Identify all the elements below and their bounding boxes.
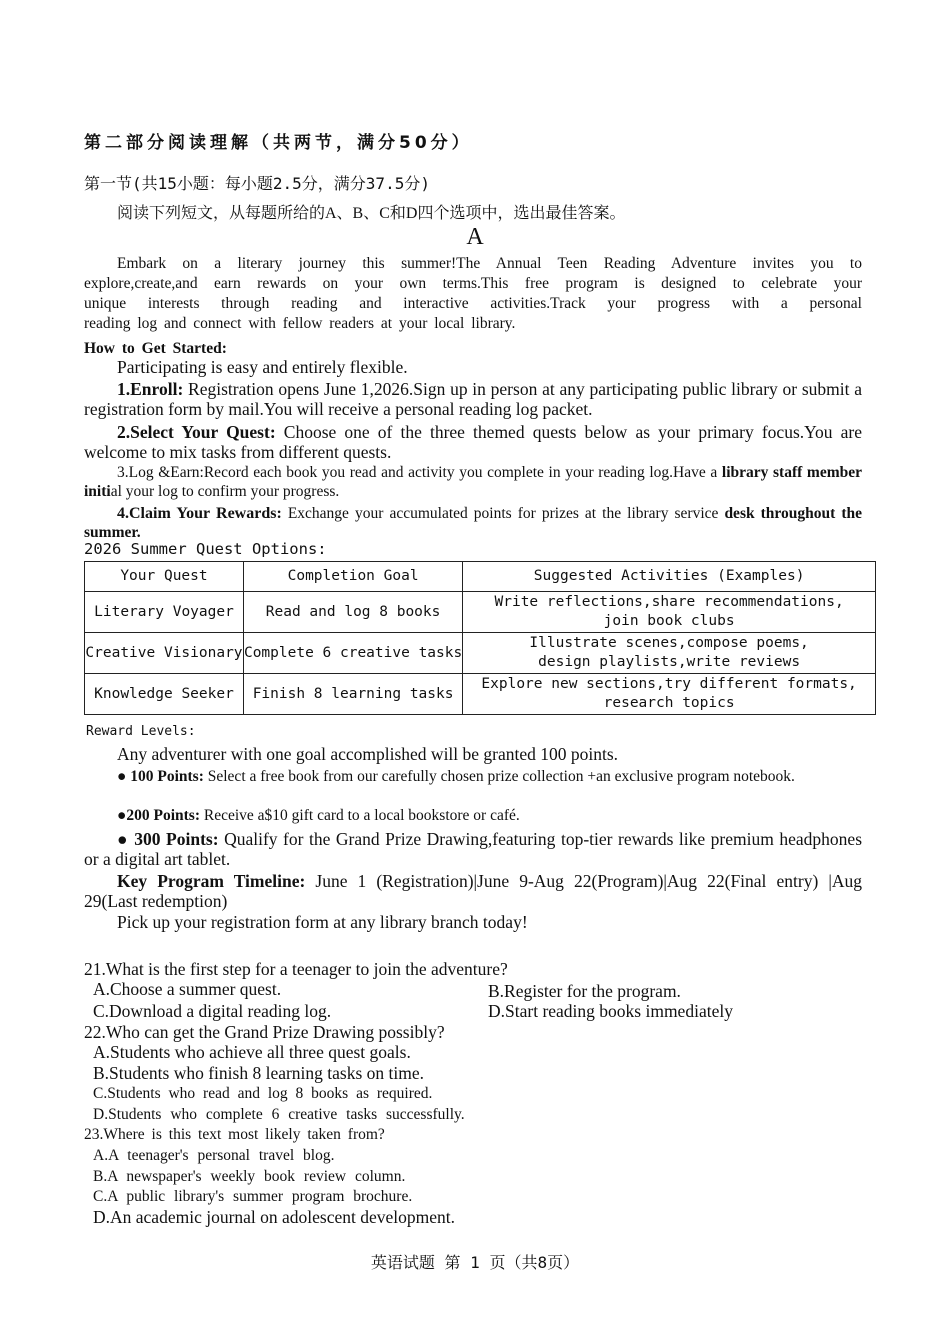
- q22-option-a: A.Students who achieve all three quest goals.: [93, 1042, 411, 1062]
- reward-300: [84, 829, 862, 869]
- table-row: [85, 674, 876, 715]
- subsection-title: 第一节(共15小题：每小题2.5分，满分37.5分): [84, 174, 430, 193]
- reward-label: ● 100 Points:: [117, 768, 204, 785]
- step-text: Exchange your accumulated points for prizes at the library service: [281, 505, 725, 522]
- timeline-text: June 1 (Registration)|June 9-Aug 22(Program)|Aug 22(Final entry) |Aug 29(Last redemption): [84, 871, 862, 911]
- activities-cell: [463, 633, 876, 674]
- activities-line: Illustrate scenes,compose poems,: [529, 635, 809, 651]
- timeline-label: Key Program Timeline:: [117, 871, 306, 891]
- q23-option-d: D.An academic journal on adolescent development.: [93, 1207, 456, 1227]
- step-enroll: [84, 379, 862, 419]
- activities-cell: [463, 674, 876, 715]
- table-header-row: [85, 562, 876, 592]
- reward-label: ● 300 Points:: [117, 829, 219, 849]
- step-select-quest: [84, 422, 862, 462]
- reward-text: Select a free book from our carefully chosen prize collection +an exclusive program notebook.: [203, 768, 795, 785]
- table-header-cell: Your Quest: [85, 562, 244, 592]
- reward-levels-heading: Reward Levels:: [86, 724, 196, 739]
- step-label: 4.Claim Your Rewards:: [117, 505, 282, 522]
- goal-cell: Finish 8 learning tasks: [243, 674, 462, 715]
- activities-cell: [463, 592, 876, 633]
- rewards-lead: Any adventurer with one goal accomplished will be granted 100 points.: [117, 744, 619, 764]
- goal-cell: Read and log 8 books: [243, 592, 462, 633]
- activities-line: research topics: [603, 695, 735, 711]
- q21-option-a: A.Choose a summer quest.: [93, 979, 282, 999]
- reward-text: Qualify for the Grand Prize Drawing,featuring top-tier rewards like premium headphones or a digital art tablet.: [84, 829, 863, 869]
- step-log-earn: [84, 463, 862, 501]
- closing-line: Pick up your registration form at any library branch today!: [117, 912, 528, 932]
- intro-line: unique interests through reading and interactive activities.Track your progress with a personal: [84, 295, 862, 312]
- q23-option-b: B.A newspaper's weekly book review column.: [93, 1168, 406, 1185]
- step-text: 3.Log &Earn:Record each book you read and activity you complete in your reading log.Have a: [117, 464, 722, 481]
- q21-option-d: D.Start reading books immediately: [488, 1001, 733, 1021]
- quest-options-table: [84, 561, 876, 715]
- how-to-heading: How to Get Started:: [84, 340, 227, 357]
- question-stem-21: 21.What is the first step for a teenager to join the adventure?: [84, 959, 508, 979]
- passage-letter: A: [466, 224, 484, 250]
- q22-option-c: C.Students who read and log 8 books as required.: [93, 1085, 433, 1102]
- q23-option-a: A.A teenager's personal travel blog.: [93, 1147, 335, 1164]
- step-bold-text: library staff member initi: [84, 464, 862, 500]
- step-text: al your log to confirm your progress.: [110, 483, 340, 500]
- table-row: [85, 592, 876, 633]
- step-claim-rewards: [84, 504, 862, 542]
- quest-name-cell: Creative Visionary: [85, 633, 244, 674]
- intro-line: explore,create,and earn rewards on your own terms.This free program is designed to celebrate your: [84, 275, 862, 292]
- table-caption: 2026 Summer Quest Options:: [84, 540, 327, 558]
- reward-text: Receive a$10 gift card to a local bookstore or café.: [200, 807, 520, 824]
- step-bold-text: desk throughout the summer.: [84, 505, 862, 541]
- q22-option-d: D.Students who complete 6 creative tasks successfully.: [93, 1106, 465, 1123]
- reward-label: ●200 Points:: [117, 807, 200, 824]
- q21-option-c: C.Download a digital reading log.: [93, 1001, 332, 1021]
- table-row: [85, 633, 876, 674]
- reward-200: [84, 806, 862, 826]
- step-label: 1.Enroll:: [117, 379, 184, 399]
- goal-cell: Complete 6 creative tasks: [243, 633, 462, 674]
- program-timeline: [84, 871, 862, 911]
- quest-name-cell: Knowledge Seeker: [85, 674, 244, 715]
- step-label: 2.Select Your Quest:: [117, 422, 276, 442]
- page-footer: 英语试题 第 1 页（共8页）: [370, 1253, 580, 1272]
- section-title: 第二部分阅读理解（共两节，满分50分）: [84, 133, 473, 153]
- quest-name-cell: Literary Voyager: [85, 592, 244, 633]
- how-to-lead: Participating is easy and entirely flexible.: [117, 357, 408, 377]
- q22-option-b: B.Students who finish 8 learning tasks on time.: [93, 1063, 425, 1083]
- question-stem-22: 22.Who can get the Grand Prize Drawing possibly?: [84, 1022, 445, 1042]
- step-text: Choose one of the three themed quests below as your primary focus.You are welcome to mix tasks from different quests.: [84, 422, 862, 462]
- table-header-cell: Suggested Activities (Examples): [463, 562, 876, 592]
- activities-line: design playlists,write reviews: [538, 654, 801, 670]
- activities-line: Write reflections,share recommendations,: [494, 594, 844, 610]
- intro-paragraph: [84, 254, 862, 334]
- q23-option-c: C.A public library's summer program brochure.: [93, 1188, 413, 1205]
- table-header-cell: Completion Goal: [243, 562, 462, 592]
- activities-line: Explore new sections,try different formats,: [481, 676, 857, 692]
- reward-100: [84, 767, 862, 787]
- question-stem-23: 23.Where is this text most likely taken from?: [84, 1126, 385, 1143]
- intro-line: Embark on a literary journey this summer!The Annual Teen Reading Adventure invites you to: [117, 255, 862, 272]
- intro-line: reading log and connect with fellow readers at your local library.: [84, 315, 516, 332]
- instruction-text: 阅读下列短文，从每题所给的A、B、C和D四个选项中，选出最佳答案。: [117, 205, 626, 222]
- step-text: Registration opens June 1,2026.Sign up in person at any participating public library or submit a registration form by mail.You will receive a personal reading log packet.: [84, 379, 862, 419]
- activities-line: join book clubs: [603, 613, 735, 629]
- q21-option-b: B.Register for the program.: [488, 981, 681, 1001]
